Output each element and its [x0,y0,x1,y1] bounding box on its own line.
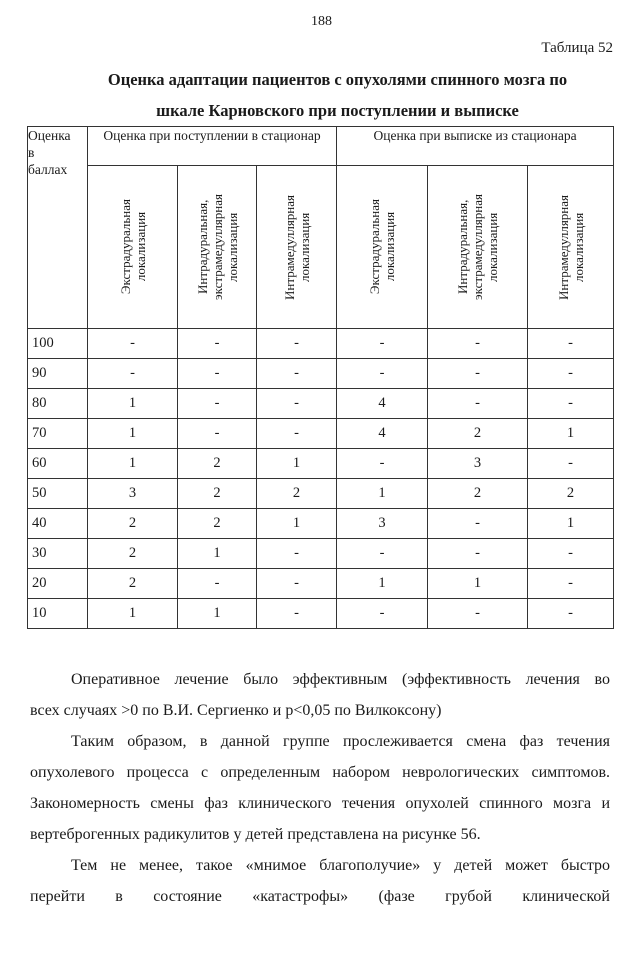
count-cell: 1 [88,599,178,629]
table-row [28,539,614,569]
count-cell: 1 [528,419,614,449]
count-cell: 1 [88,389,178,419]
paragraph-line: Закономерность смены фаз клинического течения опухолей спинного мозга и [30,795,610,812]
column-header-line: экстрамедуллярная [470,194,486,300]
column-header [257,166,337,329]
count-cell: 2 [178,449,257,479]
score-cell: 50 [28,479,88,509]
paragraph-line: опухолевого процесса с определенным набором неврологических симптомов. [30,764,610,781]
count-cell: 1 [178,539,257,569]
paragraph-line: Оперативное лечение было эффективным (эффективность лечения во [71,671,610,688]
table-title-line-1: Оценка адаптации пациентов с опухолями спинного мозга по [107,70,568,89]
page-number: 188 [311,14,332,29]
count-cell: - [88,359,178,389]
score-cell: 90 [28,359,88,389]
column-header-line: локализация [570,212,586,282]
count-cell: - [528,569,614,599]
score-cell: 10 [28,599,88,629]
column-header-line: локализация [224,212,240,282]
table-row [28,509,614,539]
table-row [28,569,614,599]
count-cell: 3 [337,509,428,539]
score-header-line: баллах [28,162,68,177]
count-cell: 1 [178,599,257,629]
column-header [178,166,257,329]
count-cell: 2 [178,479,257,509]
column-header-line: Интрадуральная, [194,199,210,295]
column-header-line: локализация [132,212,148,282]
count-cell: - [428,599,528,629]
count-cell: - [257,389,337,419]
count-cell: - [337,599,428,629]
count-cell: - [428,359,528,389]
table-label: Таблица 52 [541,40,613,56]
column-header-line: экстрамедуллярная [209,194,225,300]
column-header-line: локализация [382,212,398,282]
count-cell: 2 [257,479,337,509]
count-cell: - [528,539,614,569]
count-cell: - [257,419,337,449]
count-cell: - [428,539,528,569]
score-cell: 100 [28,329,88,359]
count-cell: 1 [88,449,178,479]
count-cell: 1 [257,449,337,479]
count-cell: 4 [337,419,428,449]
count-cell: - [88,329,178,359]
column-header [337,166,428,329]
table-row [28,599,614,629]
karnofsky-table [27,126,614,629]
paragraph-line: всех случаях >0 по В.И. Сергиенко и p<0,05 по Вилкоксону) [30,702,442,719]
count-cell: - [257,569,337,599]
table-row [28,419,614,449]
column-header-line: Интрамедуллярная [555,194,571,300]
column-header-line: Интрадуральная, [455,199,471,295]
table-row [28,389,614,419]
count-cell: 2 [428,419,528,449]
count-cell: - [337,359,428,389]
count-cell: 3 [88,479,178,509]
count-cell: 2 [88,539,178,569]
count-cell: 1 [337,479,428,509]
count-cell: - [528,389,614,419]
column-header [428,166,528,329]
count-cell: - [337,329,428,359]
count-cell: - [337,539,428,569]
count-cell: 2 [88,569,178,599]
count-cell: 1 [337,569,428,599]
paragraph-1 [30,664,610,726]
count-cell: - [257,539,337,569]
count-cell: - [178,419,257,449]
count-cell: - [528,449,614,479]
count-cell: - [257,329,337,359]
column-header [88,166,178,329]
count-cell: 4 [337,389,428,419]
count-cell: - [428,389,528,419]
discharge-group-header: Оценка при выписке из стационара [337,127,614,166]
count-cell: 2 [178,509,257,539]
count-cell: 2 [428,479,528,509]
count-cell: - [428,509,528,539]
column-header-line: Интрамедуллярная [281,194,297,300]
count-cell: 2 [528,479,614,509]
table-row [28,359,614,389]
score-cell: 20 [28,569,88,599]
count-cell: 1 [257,509,337,539]
paragraph-line: перейти в состояние «катастрофы» (фазе грубой клинической [30,888,610,905]
count-cell: - [528,329,614,359]
paragraph-line: Тем не менее, такое «мнимое благополучие» у детей может быстро [71,857,610,874]
count-cell: - [178,389,257,419]
count-cell: 2 [88,509,178,539]
paragraph-line: вертеброгенных радикулитов у детей представлена на рисунке 56. [30,826,481,843]
admission-group-header: Оценка при поступлении в стационар [88,127,337,166]
count-cell: - [178,329,257,359]
column-header-line: Экстрадуральная [367,199,383,295]
table-row [28,329,614,359]
count-cell: - [257,599,337,629]
score-header-line: в [28,145,35,160]
table-row [28,479,614,509]
count-cell: - [257,359,337,389]
count-cell: 1 [528,509,614,539]
column-header-line: Экстрадуральная [117,199,133,295]
paragraph-3 [30,850,610,912]
column-header-line: локализация [296,212,312,282]
count-cell: - [428,329,528,359]
paragraph-line: Таким образом, в данной группе прослеживается смена фаз течения [71,733,610,750]
table-row [28,449,614,479]
score-cell: 80 [28,389,88,419]
count-cell: - [178,569,257,599]
count-cell: 3 [428,449,528,479]
score-cell: 70 [28,419,88,449]
count-cell: - [528,359,614,389]
count-cell: - [337,449,428,479]
score-cell: 30 [28,539,88,569]
column-header [528,166,614,329]
score-cell: 60 [28,449,88,479]
count-cell: - [528,599,614,629]
table-title-line-2: шкале Карновского при поступлении и выписке [156,101,519,120]
count-cell: 1 [88,419,178,449]
column-header-line: локализация [485,212,501,282]
score-cell: 40 [28,509,88,539]
count-cell: - [178,359,257,389]
paragraph-2 [30,726,610,850]
score-header-line: Оценка [28,128,71,143]
score-header [28,127,88,329]
count-cell: 1 [428,569,528,599]
